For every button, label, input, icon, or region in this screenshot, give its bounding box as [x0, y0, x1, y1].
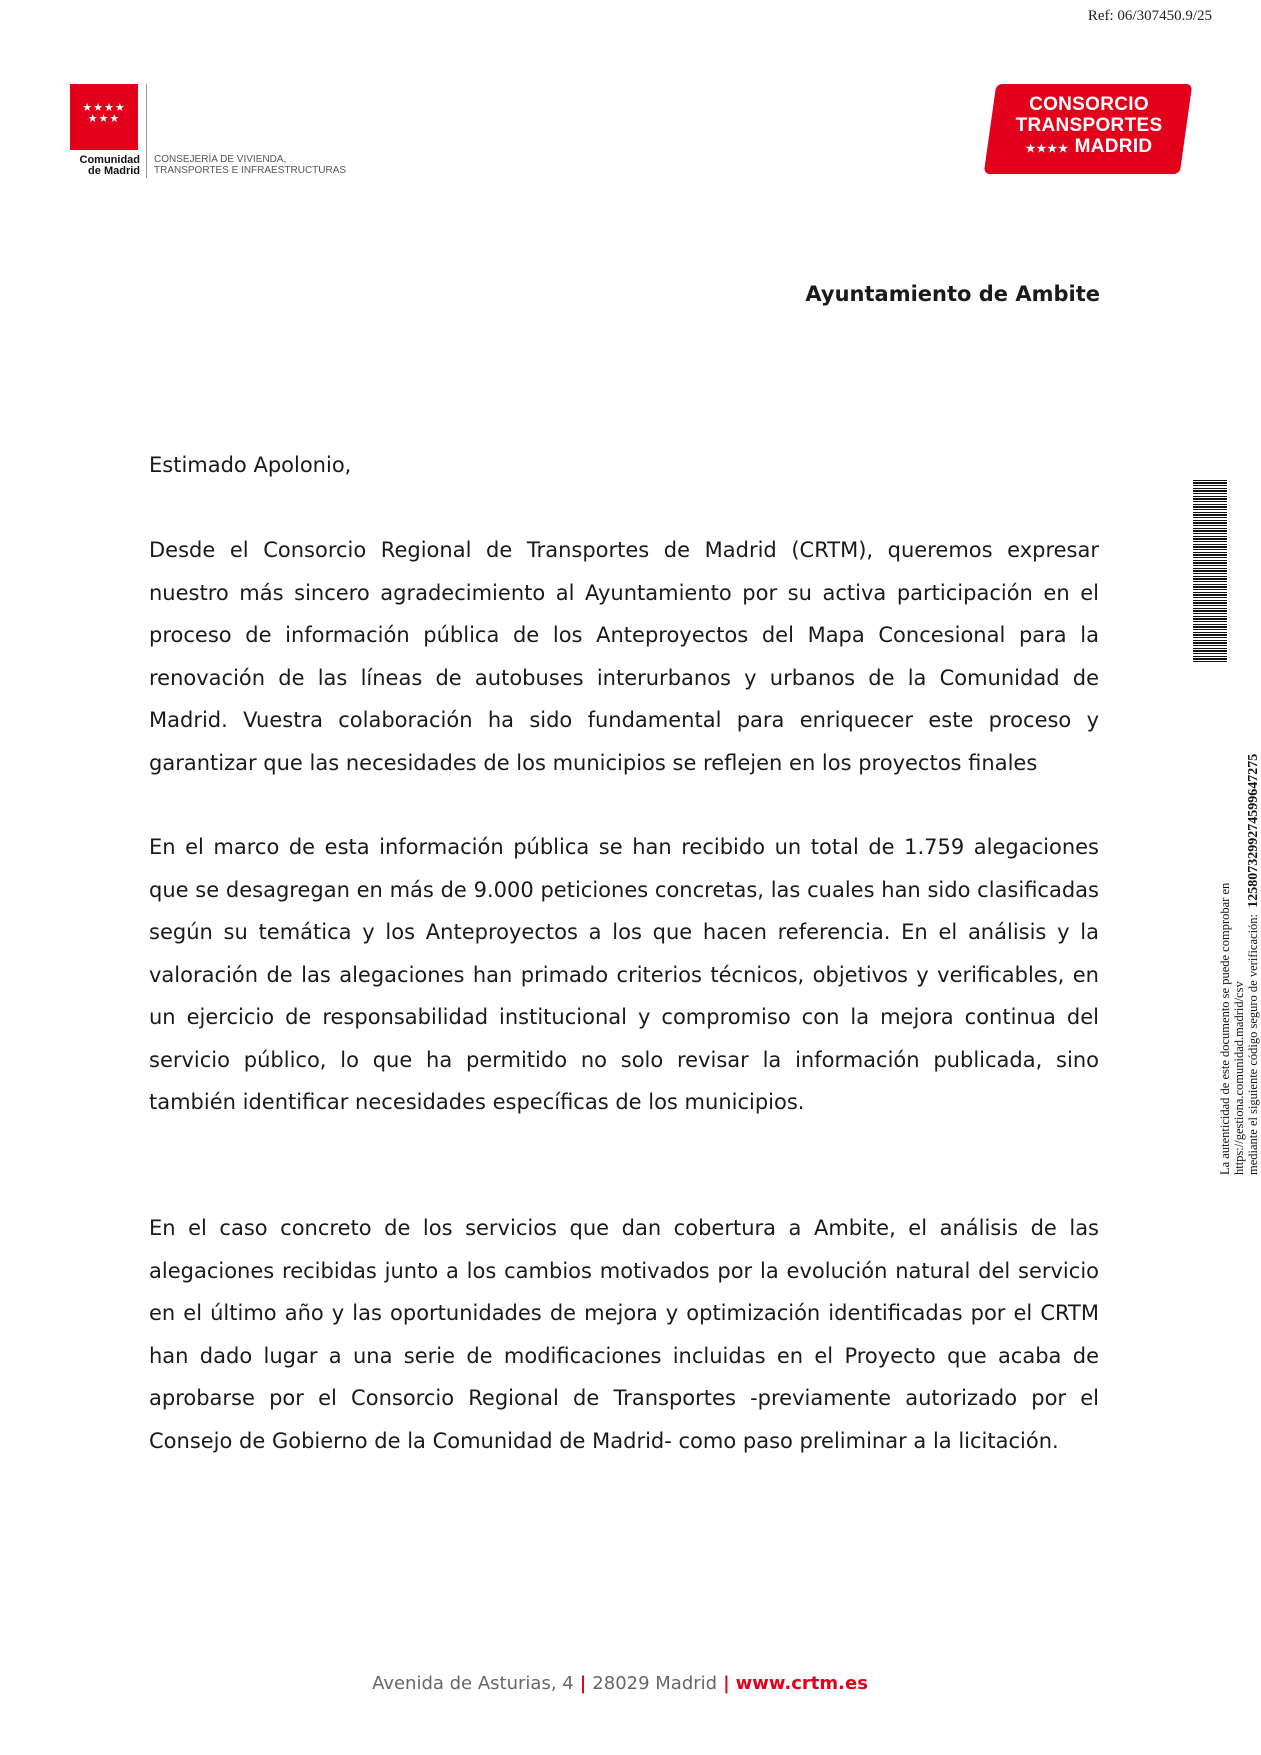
verification-prefix: mediante el siguiente código seguro de verificación:	[1246, 913, 1260, 1175]
ctm-stars-icon: ★★★★	[1025, 143, 1070, 155]
footer-address: Avenida de Asturias, 4	[372, 1673, 574, 1694]
cm-logo-name	[70, 155, 140, 177]
paragraph-2: En el marco de esta información pública se han recibido un total de 1.759 alegaciones que se desagregan en más de 9.000 peticiones concretas, las cuales han sido clasificadas según su temática y los Anteproyectos a los que hacen referencia. En el análisis y la valoración de las alegaciones han primado criterios técnicos, objetivos y verificables, en un ejercicio de responsabilidad institucional y compromiso con la mejora continua del servicio público, lo que ha permitido no solo revisar la información publicada, sino también identificar necesidades específicas de los municipios.	[149, 835, 1099, 1114]
verification-note	[1218, 475, 1261, 1175]
verification-line1: La autenticidad de este documento se puede comprobar en	[1218, 882, 1232, 1175]
ctm-logo-line2: TRANSPORTES	[1015, 115, 1163, 136]
cm-department	[154, 154, 394, 176]
footer-separator: |	[579, 1673, 587, 1694]
cm-name-line2: de Madrid	[88, 165, 140, 177]
cm-dept-line1: CONSEJERÍA DE VIVIENDA,	[154, 154, 287, 165]
salutation: Estimado Apolonio,	[149, 453, 352, 477]
reference-number: Ref: 06/307450.9/25	[1087, 8, 1212, 24]
cm-name-line1: Comunidad	[79, 154, 140, 166]
consorcio-logo	[994, 94, 1184, 160]
verification-line2: https://gestiona.comunidad.madrid/csv	[1232, 981, 1246, 1175]
verification-line3	[1246, 475, 1261, 1175]
comunidad-madrid-logo	[70, 84, 390, 184]
ctm-logo-madrid: MADRID	[1074, 136, 1153, 157]
logo-divider	[146, 84, 147, 178]
madrid-flag-icon	[70, 84, 138, 150]
cm-dept-line2: TRANSPORTES E INFRAESTRUCTURAS	[154, 165, 347, 176]
flag-stars: ★★★★ ★★★	[82, 101, 126, 125]
footer-website-link[interactable]: www.crtm.es	[735, 1673, 868, 1694]
ctm-logo-line1: CONSORCIO	[1029, 94, 1149, 115]
paragraph-3: En el caso concreto de los servicios que dan cobertura a Ambite, el análisis de las alegaciones recibidas junto a los cambios motivados por la evolución natural del servicio en el último año y las oportunidades de mejora y optimización identificadas por el CRTM han dado lugar a una serie de modificaciones incluidas en el Proyecto que acaba de aprobarse por el Consorcio Regional de Transportes -previamente autorizado por el Consejo de Gobierno de la Comunidad de Madrid- como paso preliminar a la licitación.	[149, 1216, 1099, 1453]
footer-city: 28029 Madrid	[592, 1673, 718, 1694]
recipient: Ayuntamiento de Ambite	[805, 282, 1100, 306]
verification-code: 1258073299274599647275	[1246, 753, 1261, 908]
footer	[0, 1673, 1240, 1694]
footer-separator: |	[723, 1673, 730, 1694]
paragraph-1: Desde el Consorcio Regional de Transportes de Madrid (CRTM), queremos expresar nuestro más sincero agradecimiento al Ayuntamiento por su activa participación en el proceso de información pública de los Anteproyectos del Mapa Concesional para la renovación de las líneas de autobuses interurbanos y urbanos de la Comunidad de Madrid. Vuestra colaboración ha sido fundamental para enriquecer este proceso y garantizar que las necesidades de los municipios se reflejen en los proyectos finales	[149, 538, 1099, 775]
ctm-logo-line3	[994, 136, 1184, 160]
